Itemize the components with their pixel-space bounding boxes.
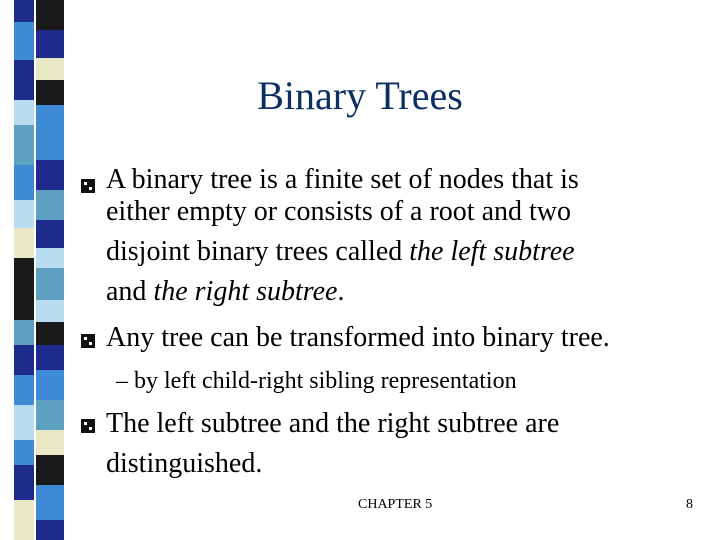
stripe-block [36,520,64,540]
stripe-block [36,268,64,300]
decorative-stripe [0,0,66,540]
stripe-block [14,405,34,440]
stripe-block [36,430,64,455]
stripe-block [14,258,34,285]
stripe-block [14,60,34,100]
stripe-block [14,345,34,375]
left-subtree-term: the left subtree [409,236,575,267]
bullet-3-line-1: The left subtree and the right subtree are [106,408,560,439]
bullet-1-line-2: either empty or consists of a root and two [106,196,572,227]
stripe-block [14,465,34,500]
stripe-block [14,0,34,22]
stripe-block [14,285,34,320]
bullet-1-line-4-period: . [337,276,345,307]
page-number: 8 [686,497,693,512]
stripe-block [14,125,34,165]
bullet-square-icon [80,333,96,349]
right-subtree-term: the right subtree [153,276,338,307]
stripe-block [36,105,64,140]
bullet-square-icon [80,178,96,194]
bullet-1-line-3-text: disjoint binary trees called [106,236,410,267]
bullet-1-line-4-text: and [106,276,154,307]
stripe-block [36,80,64,105]
stripe-block [36,455,64,485]
stripe-block [36,485,64,520]
stripe-block [36,160,64,190]
stripe-block [36,0,64,30]
bullet-1-line-3 [106,236,575,268]
stripe-block [14,200,34,228]
bullet-3-line-2: distinguished. [106,448,263,479]
slide-title: Binary Trees [257,73,463,118]
stripe-block [14,375,34,405]
stripe-block [36,400,64,430]
sub-bullet: – by left child-right sibling representation [116,368,517,394]
stripe-block [36,220,64,248]
stripe-block [36,30,64,58]
footer-chapter: CHAPTER 5 [358,497,433,512]
stripe-block [36,345,64,370]
bullet-square-icon [80,418,96,434]
stripe-block [14,165,34,200]
stripe-block [14,228,34,258]
stripe-block [14,440,34,465]
stripe-block [36,370,64,400]
stripe-block [14,22,34,60]
stripe-block [36,190,64,220]
bullet-2-line-1: Any tree can be transformed into binary tree. [106,322,610,353]
bullet-1-line-4 [106,276,345,308]
stripe-block [36,300,64,322]
bullet-1-line-1: A binary tree is a finite set of nodes that is [106,164,579,195]
stripe-block [36,248,64,268]
stripe-block [36,140,64,160]
stripe-block [14,100,34,125]
stripe-block [36,58,64,80]
stripe-block [36,322,64,345]
stripe-block [14,320,34,345]
stripe-block [14,500,34,540]
